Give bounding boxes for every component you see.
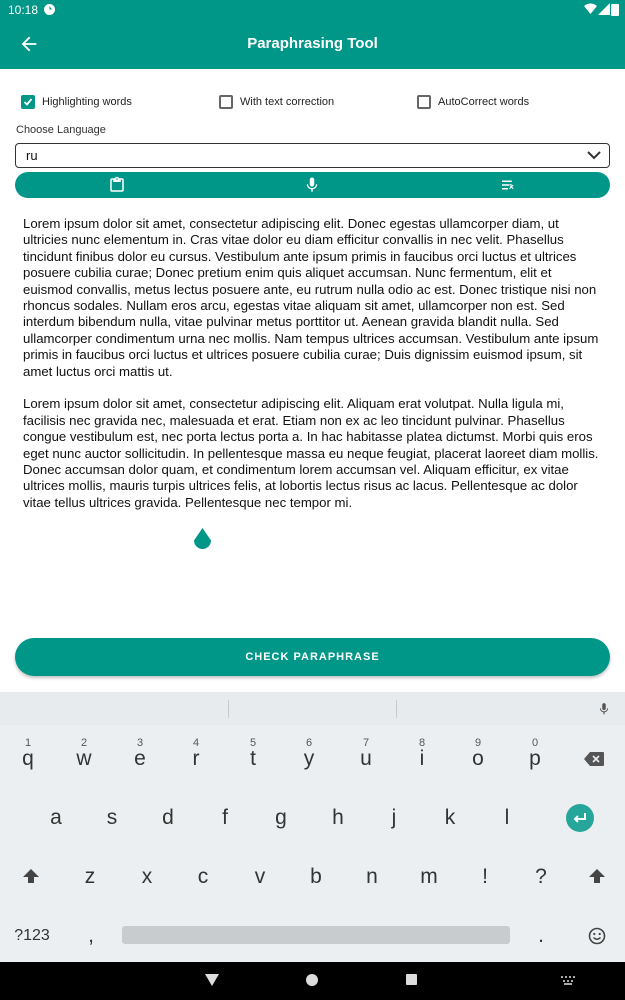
key-exclamation[interactable]: ! [482, 865, 488, 888]
key-l[interactable]: l [504, 806, 510, 829]
key-i[interactable]: 8 i [418, 737, 426, 770]
enter-key[interactable] [552, 793, 608, 843]
key-s[interactable]: s [106, 806, 118, 829]
key-f[interactable]: f [222, 806, 228, 829]
check-paraphrase-button[interactable]: CHECK PARAPHRASE [15, 638, 610, 676]
shift-key-right[interactable] [569, 852, 625, 902]
signal-icon [598, 3, 610, 15]
language-select[interactable] [15, 143, 610, 168]
status-bar [0, 0, 625, 20]
clear-text-icon[interactable] [499, 176, 517, 194]
space-bar[interactable] [122, 926, 510, 944]
checkbox-unchecked[interactable] [417, 95, 431, 109]
microphone-icon[interactable] [303, 176, 321, 194]
keyboard-switch-icon[interactable] [561, 976, 575, 985]
checkbox-unchecked[interactable] [219, 95, 233, 109]
clipboard-icon[interactable] [108, 176, 126, 194]
key-k[interactable]: k [444, 806, 456, 829]
suggestion-divider [228, 700, 229, 718]
options-row [0, 95, 625, 113]
app-bar [0, 20, 625, 69]
key-c[interactable]: c [197, 865, 209, 888]
suggestion-divider [396, 700, 397, 718]
page-title: Paraphrasing Tool [247, 35, 378, 52]
battery-icon [611, 3, 619, 16]
symbols-key[interactable]: ?123 [14, 927, 50, 944]
highlighting-words-checkbox[interactable] [21, 95, 132, 109]
enter-icon [566, 804, 594, 832]
chevron-down-icon [587, 150, 601, 160]
key-j[interactable]: j [391, 806, 397, 829]
emoji-key[interactable] [569, 911, 625, 961]
key-d[interactable]: d [162, 806, 174, 829]
shift-icon [588, 868, 606, 886]
key-question[interactable]: ? [535, 865, 547, 888]
nav-back-icon[interactable] [205, 974, 219, 986]
key-period[interactable]: . [538, 924, 544, 947]
key-x[interactable]: x [141, 865, 153, 888]
key-comma[interactable]: , [88, 924, 94, 947]
option-label: AutoCorrect words [438, 96, 530, 108]
text-correction-checkbox[interactable] [219, 95, 334, 109]
text-paragraph: Lorem ipsum dolor sit amet, consectetur adipiscing elit. Donec egestas ullamcorper diam, ut ultricies nunc elementum in. Cras vitae dolor eu diam efficitur convallis in nec velit. Phasellus tincidunt finibus dolor eu cursus. Vestibulum ante ipsum primis in faucibus orci luctus et ultrices posuere cubilia curae; Donec pretium enim quis aliquet accumsan. Nunc fermentum, elit et euismod convallis, metus lectus posuere ante, eu rutrum nulla odio ac est. Donec tristique nisi non rhoncus sodales. Nullam eros arcu, egestas vitae aliquam sit amet, ullamcorper non est. Sed interdum bibendum nulla, vitae pulvinar metus porttitor ut. Aenean gravida blandit nulla. Sed ullamcorper condimentum urna nec mollis. Nam tempus ultrices accumsan. Vestibulum ante ipsum primis in faucibus orci luctus et ultrices posuere cubilia curae; Duis dignissim euismod ipsum, sit amet luctus orci mattis ut. [23, 216, 599, 379]
nav-recents-icon[interactable] [406, 974, 417, 985]
key-e[interactable]: 3 e [134, 737, 146, 770]
key-r[interactable]: 4 r [192, 737, 200, 770]
key-w[interactable]: 2 w [76, 737, 92, 770]
wifi-icon [584, 3, 597, 15]
text-action-toolbar [15, 172, 610, 198]
voice-input-icon[interactable] [597, 700, 611, 718]
key-n[interactable]: n [366, 865, 378, 888]
language-selected-value: ru [26, 148, 38, 163]
key-o[interactable]: 9 o [472, 737, 484, 770]
suggestion-strip [0, 692, 625, 725]
key-p[interactable]: 0 p [529, 737, 541, 770]
option-label: With text correction [240, 96, 335, 108]
text-paragraph: Lorem ipsum dolor sit amet, consectetur adipiscing elit. Aliquam erat volutpat. Nulla ligula mi, facilisis nec gravida nec, malesuada et erat. Etiam non ex ac leo tincidunt pulvinar. Phasellus congue vestibulum est, nec porta lectus porta a. In hac habitasse platea dictumst. Morbi quis eros eget nunc auctor sollicitudin. In pellentesque massa eu neque feugiat, placerat laoreet diam mollis. Donec accumsan dolor quam, et condimentum lorem accumsan vel. Aliquam efficitur, ex vitae ultrices mollis, mauris turpis ultrices felis, at lobortis lectus risus ac lacus. Pellentesque ac dolor vitae tellus ultrices gravida. Pellentesque nec tempor mi. [23, 396, 599, 510]
autocorrect-words-checkbox[interactable] [417, 95, 529, 109]
backspace-key[interactable] [566, 734, 622, 784]
soft-keyboard [0, 692, 625, 962]
system-nav-bar [0, 962, 625, 1000]
key-a[interactable]: a [50, 806, 62, 829]
shift-icon [22, 868, 40, 886]
emoji-icon [588, 927, 606, 945]
key-y[interactable]: 6 y [303, 737, 315, 770]
checkbox-checked[interactable] [21, 95, 35, 109]
option-label: Highlighting words [42, 96, 132, 108]
nav-home-icon[interactable] [306, 974, 318, 986]
key-g[interactable]: g [275, 806, 287, 829]
shift-key-left[interactable] [3, 852, 59, 902]
text-cursor-handle-icon[interactable] [194, 528, 211, 549]
key-t[interactable]: 5 t [249, 737, 257, 770]
backspace-icon [584, 752, 604, 766]
language-label: Choose Language [16, 124, 106, 136]
key-q[interactable]: 1 q [22, 737, 34, 770]
status-time: 10:18 [8, 3, 39, 17]
paraphrase-text-area[interactable] [23, 216, 603, 528]
key-v[interactable]: v [254, 865, 266, 888]
sync-status-icon [43, 3, 56, 16]
key-u[interactable]: 7 u [360, 737, 372, 770]
key-m[interactable]: m [420, 865, 438, 888]
key-b[interactable]: b [310, 865, 322, 888]
key-h[interactable]: h [332, 806, 344, 829]
key-z[interactable]: z [84, 865, 96, 888]
